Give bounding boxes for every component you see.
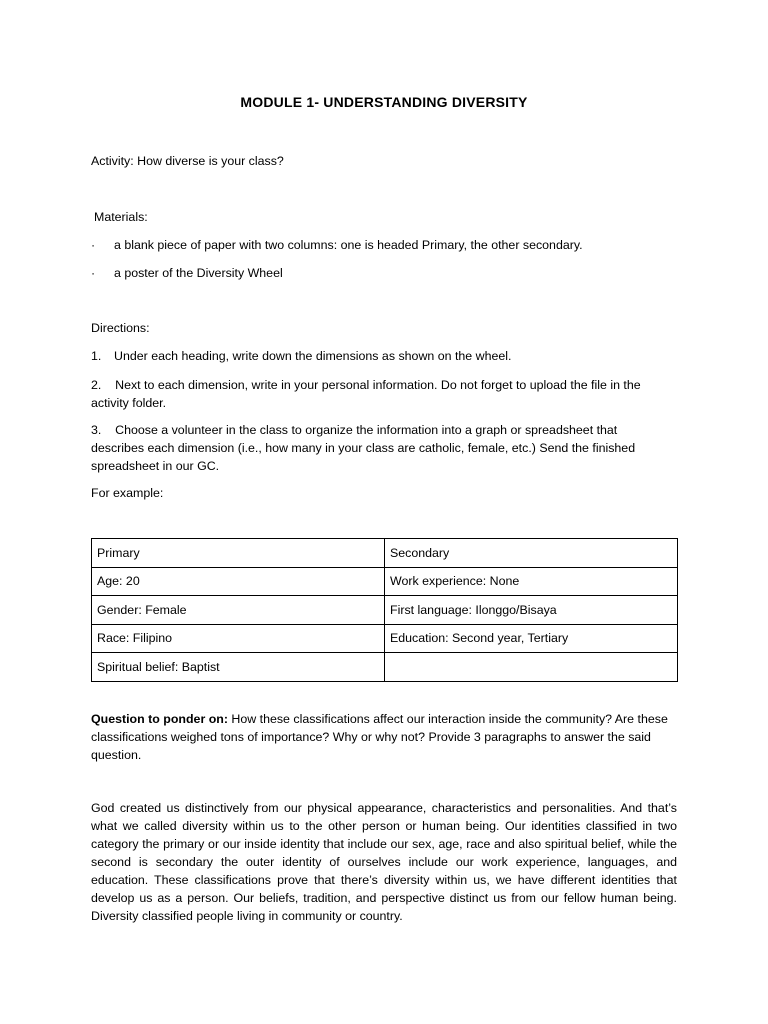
direction-text: Next to each dimension, write in your personal information. Do not forget to upload the file in the activity folder. xyxy=(91,378,641,410)
table-cell: Race: Filipino xyxy=(92,624,385,653)
direction-item xyxy=(91,376,677,412)
table-row xyxy=(92,539,678,568)
direction-number: 3. xyxy=(91,423,102,437)
materials-item-text: a poster of the Diversity Wheel xyxy=(114,266,283,280)
direction-number: 2. xyxy=(91,378,102,392)
example-label: For example: xyxy=(91,486,164,500)
page-title: MODULE 1- UNDERSTANDING DIVERSITY xyxy=(240,94,528,110)
table-cell: Work experience: None xyxy=(385,567,678,596)
table-cell: Spiritual belief: Baptist xyxy=(92,653,385,682)
table-cell: Age: 20 xyxy=(92,567,385,596)
table-cell: Primary xyxy=(92,539,385,568)
materials-heading: Materials: xyxy=(94,210,148,224)
direction-item xyxy=(91,421,661,475)
direction-text: Under each heading, write down the dimensions as shown on the wheel. xyxy=(114,349,512,363)
question-text: How these classifications affect our interaction inside the community? Are these classifications weighed tons of importance? Why or why not? Provide 3 paragraphs to answer the said question. xyxy=(91,712,668,762)
materials-item xyxy=(91,266,283,280)
direction-text: Choose a volunteer in the class to organize the information into a graph or spreadsheet that describes each dimension (i.e., how many in your class are catholic, female, etc.) Send the finished spreadsheet in our GC. xyxy=(91,423,636,473)
example-table xyxy=(91,538,678,682)
table-row xyxy=(92,567,678,596)
answer-paragraph: God created us distinctively from our physical appearance, characteristics and personalities. And that’s what we called diversity within us to the other person or human being. Our identities classified in two category the primary or our inside identity that include our sex, age, race and also spiritual belief, while the second is secondary the outer identity of ourselves include our work experience, languages, and education. These classifications prove that there’s diversity within us, we have different identities that develop us as a person. Our beliefs, tradition, and perspective distinct us from our fellow human being. Diversity classified people living in community or country. xyxy=(91,801,677,923)
question-paragraph xyxy=(91,710,677,764)
table-cell: Secondary xyxy=(385,539,678,568)
table-row xyxy=(92,653,678,682)
materials-item xyxy=(91,238,583,252)
table-cell xyxy=(385,653,678,682)
activity-line: Activity: How diverse is your class? xyxy=(91,154,284,168)
table-cell: Education: Second year, Tertiary xyxy=(385,624,678,653)
directions-heading: Directions: xyxy=(91,321,150,335)
bullet-icon: · xyxy=(91,238,96,252)
table-row xyxy=(92,624,678,653)
table-cell: Gender: Female xyxy=(92,596,385,625)
table-row xyxy=(92,596,678,625)
materials-item-text: a blank piece of paper with two columns: one is headed Primary, the other secondary. xyxy=(114,238,583,252)
direction-item xyxy=(91,349,512,363)
direction-number: 1. xyxy=(91,349,102,363)
question-label: Question to ponder on: xyxy=(91,712,228,726)
bullet-icon: · xyxy=(91,266,96,280)
table-cell: First language: Ilonggo/Bisaya xyxy=(385,596,678,625)
